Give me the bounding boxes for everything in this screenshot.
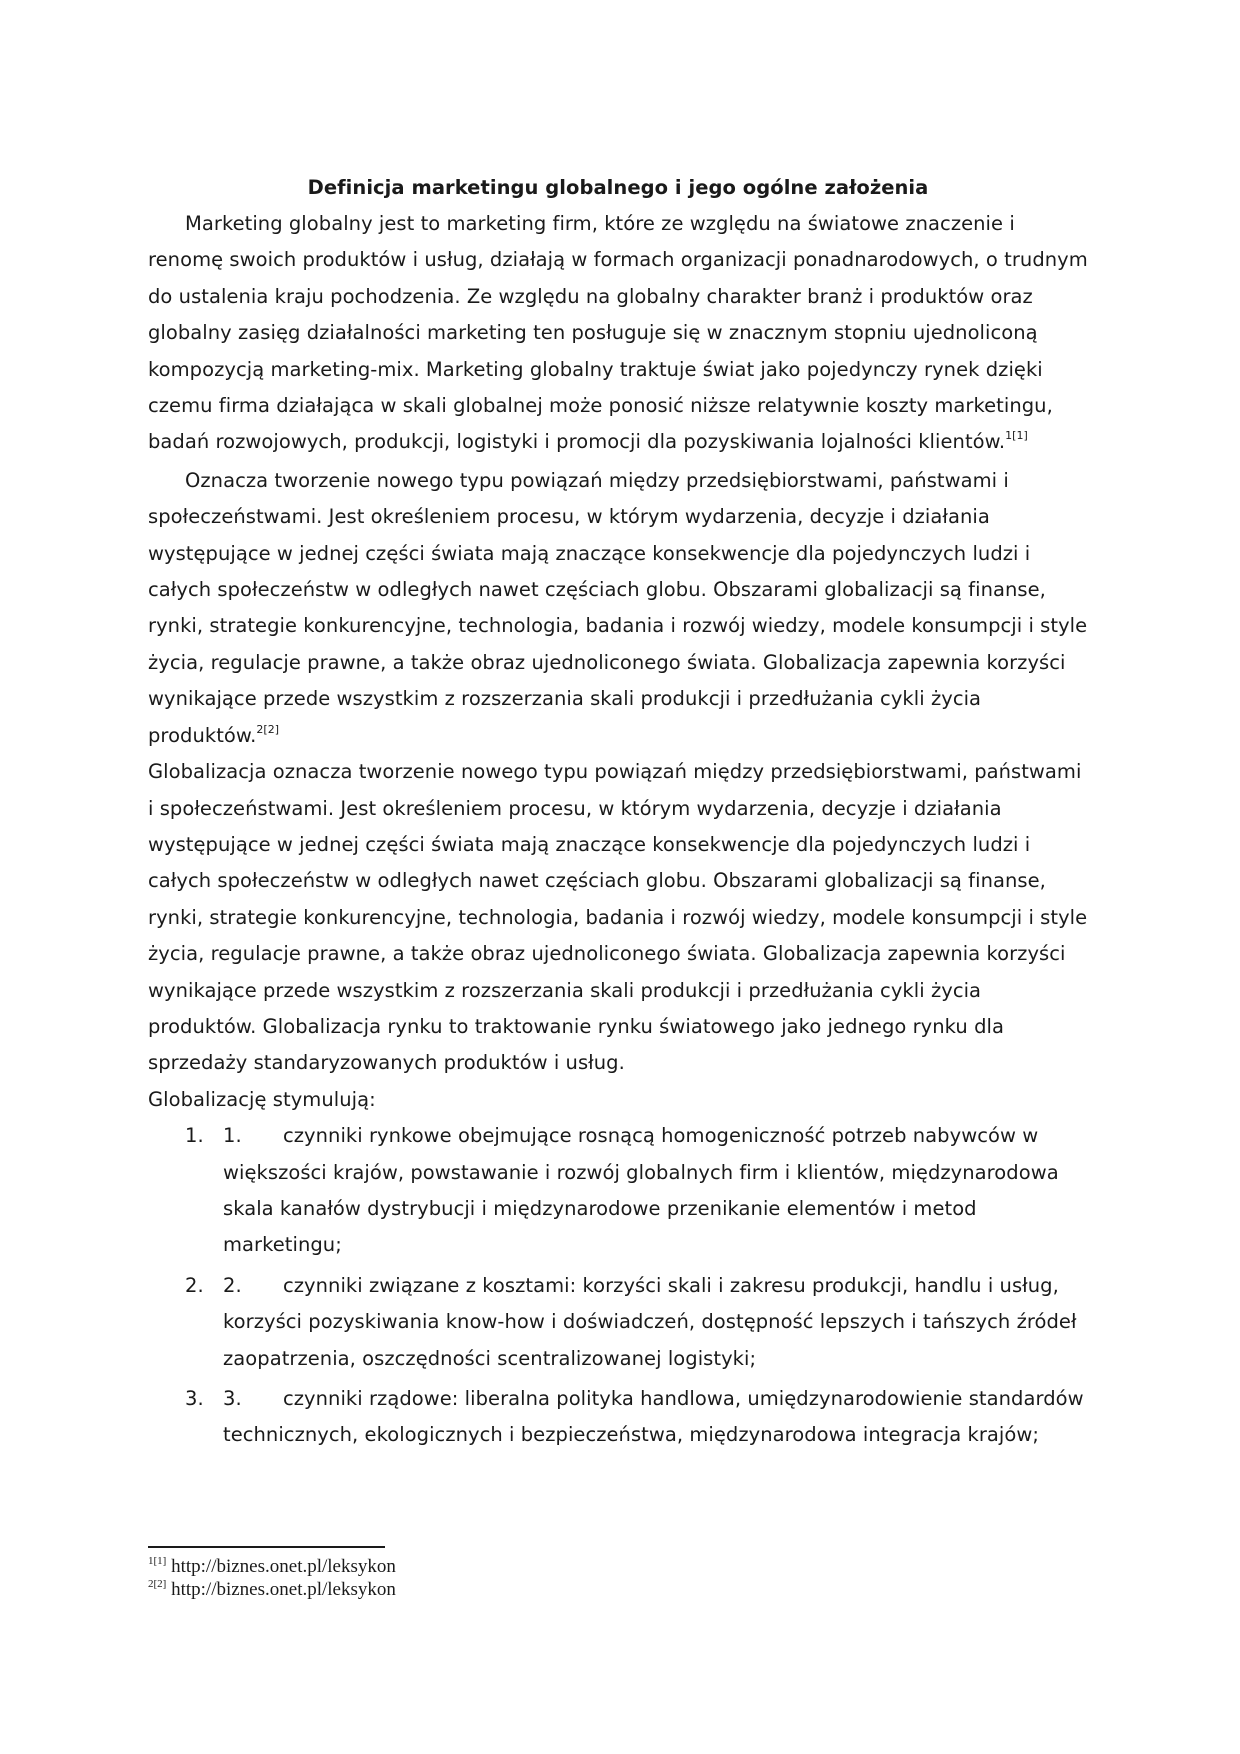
footnotes	[148, 1546, 748, 1601]
list-item	[148, 1118, 1088, 1264]
paragraph-1-text: Marketing globalny jest to marketing firm, które ze względu na światowe znaczenie i renomę swoich produktów i usług, działają w formach organizacji ponadnarodowych, o trudnym do ustalenia kraju pochodzenia. Ze względu na globalny charakter branż i produktów oraz globalny zasięg działalności marketing ten posługuje się w znacznym stopniu ujednoliconą kompozycją marketing-mix. Marketing globalny traktuje świat jako pojedynczy rynek dzięki czemu firma działająca w skali globalnej może ponosić niższe relatywnie koszty marketingu, badań rozwojowych, produkcji, logistyki i promocji dla pozyskiwania lojalności klientów.	[148, 212, 1088, 454]
list-item-text: czynniki związane z kosztami: korzyści skali i zakresu produkcji, handlu i usług, korzyści pozyskiwania know-how i doświadczeń, dostępność lepszych i tańszych źródeł zaopatrzenia, oszczędności scentralizowanej logistyki;	[223, 1273, 1077, 1370]
footnote-1	[148, 1555, 748, 1578]
footnote-2	[148, 1578, 748, 1601]
footnote-mark: 2[2]	[148, 1578, 167, 1590]
footnote-ref-1[interactable]: 1[1]	[1005, 429, 1028, 443]
list-item	[148, 1381, 1088, 1454]
list-item	[148, 1268, 1088, 1377]
paragraph-2-text: Oznacza tworzenie nowego typu powiązań między przedsiębiorstwami, państwami i społeczeństwami. Jest określeniem procesu, w którym wydarzenia, decyzje i działania występujące w jednej części świata mają znaczące konsekwencje dla pojedynczych ludzi i całych społeczeństw w odległych nawet częściach globu. Obszarami globalizacji są finanse, rynki, strategie konkurencyjne, technologia, badania i rozwój wiedzy, modele konsumpcji i style życia, regulacje prawne, a także obraz ujednoliconego świata. Globalizacja zapewnia korzyści wynikające przede wszystkim z rozszerzania skali produkcji i przedłużania cykli życia produktów.	[148, 468, 1088, 747]
footnote-ref-2[interactable]: 2[2]	[256, 722, 280, 736]
list-item-subnumber: 1.	[223, 1124, 242, 1148]
paragraph-1	[148, 206, 1088, 461]
list-item-number: 2.	[185, 1273, 204, 1297]
list-intro: Globalizację stymulują:	[148, 1087, 376, 1111]
list-item-subnumber: 3.	[223, 1387, 242, 1410]
list-item-text: czynniki rządowe: liberalna polityka handlowa, umiędzynarodowienie standardów technicznych, ekologicznych i bezpieczeństwa, międzynarodowa integracja krajów;	[223, 1387, 1084, 1447]
footnote-separator	[148, 1546, 385, 1548]
document-body	[148, 170, 1088, 1458]
footnote-mark: 1[1]	[148, 1555, 167, 1567]
list-item-number: 1.	[185, 1124, 204, 1148]
document-title: Definicja marketingu globalnego i jego ogólne założenia	[307, 176, 929, 199]
paragraph-3: Globalizacja oznacza tworzenie nowego typu powiązań między przedsiębiorstwami, państwami i społeczeństwami. Jest określeniem procesu, w którym wydarzenia, decyzje i działania występujące w jednej części świata mają znaczące konsekwencje dla pojedynczych ludzi i całych społeczeństw w odległych nawet częściach globu. Obszarami globalizacji są finanse, rynki, strategie konkurencyjne, technologia, badania i rozwój wiedzy, modele konsumpcji i style życia, regulacje prawne, a także obraz ujednoliconego świata. Globalizacja zapewnia korzyści wynikające przede wszystkim z rozszerzania skali produkcji i przedłużania cykli życia produktów. Globalizacja rynku to traktowanie rynku światowego jako jednego rynku dla sprzedaży standaryzowanych produktów i usług.	[148, 760, 1088, 1075]
list-item-text: czynniki rynkowe obejmujące rosnącą homogeniczność potrzeb nabywców w większości krajów, powstawanie i rozwój globalnych firm i klientów, międzynarodowa skala kanałów dystrybucji i międzynarodowe przenikanie elementów i metod marketingu;	[223, 1124, 1059, 1257]
footnote-link[interactable]: http://biznes.onet.pl/leksykon	[171, 1579, 396, 1600]
list-item-number: 3.	[185, 1387, 204, 1410]
list-item-subnumber: 2.	[223, 1273, 242, 1297]
paragraph-2	[148, 463, 1088, 754]
footnote-link[interactable]: http://biznes.onet.pl/leksykon	[171, 1556, 396, 1577]
stimulus-list	[148, 1118, 1088, 1454]
